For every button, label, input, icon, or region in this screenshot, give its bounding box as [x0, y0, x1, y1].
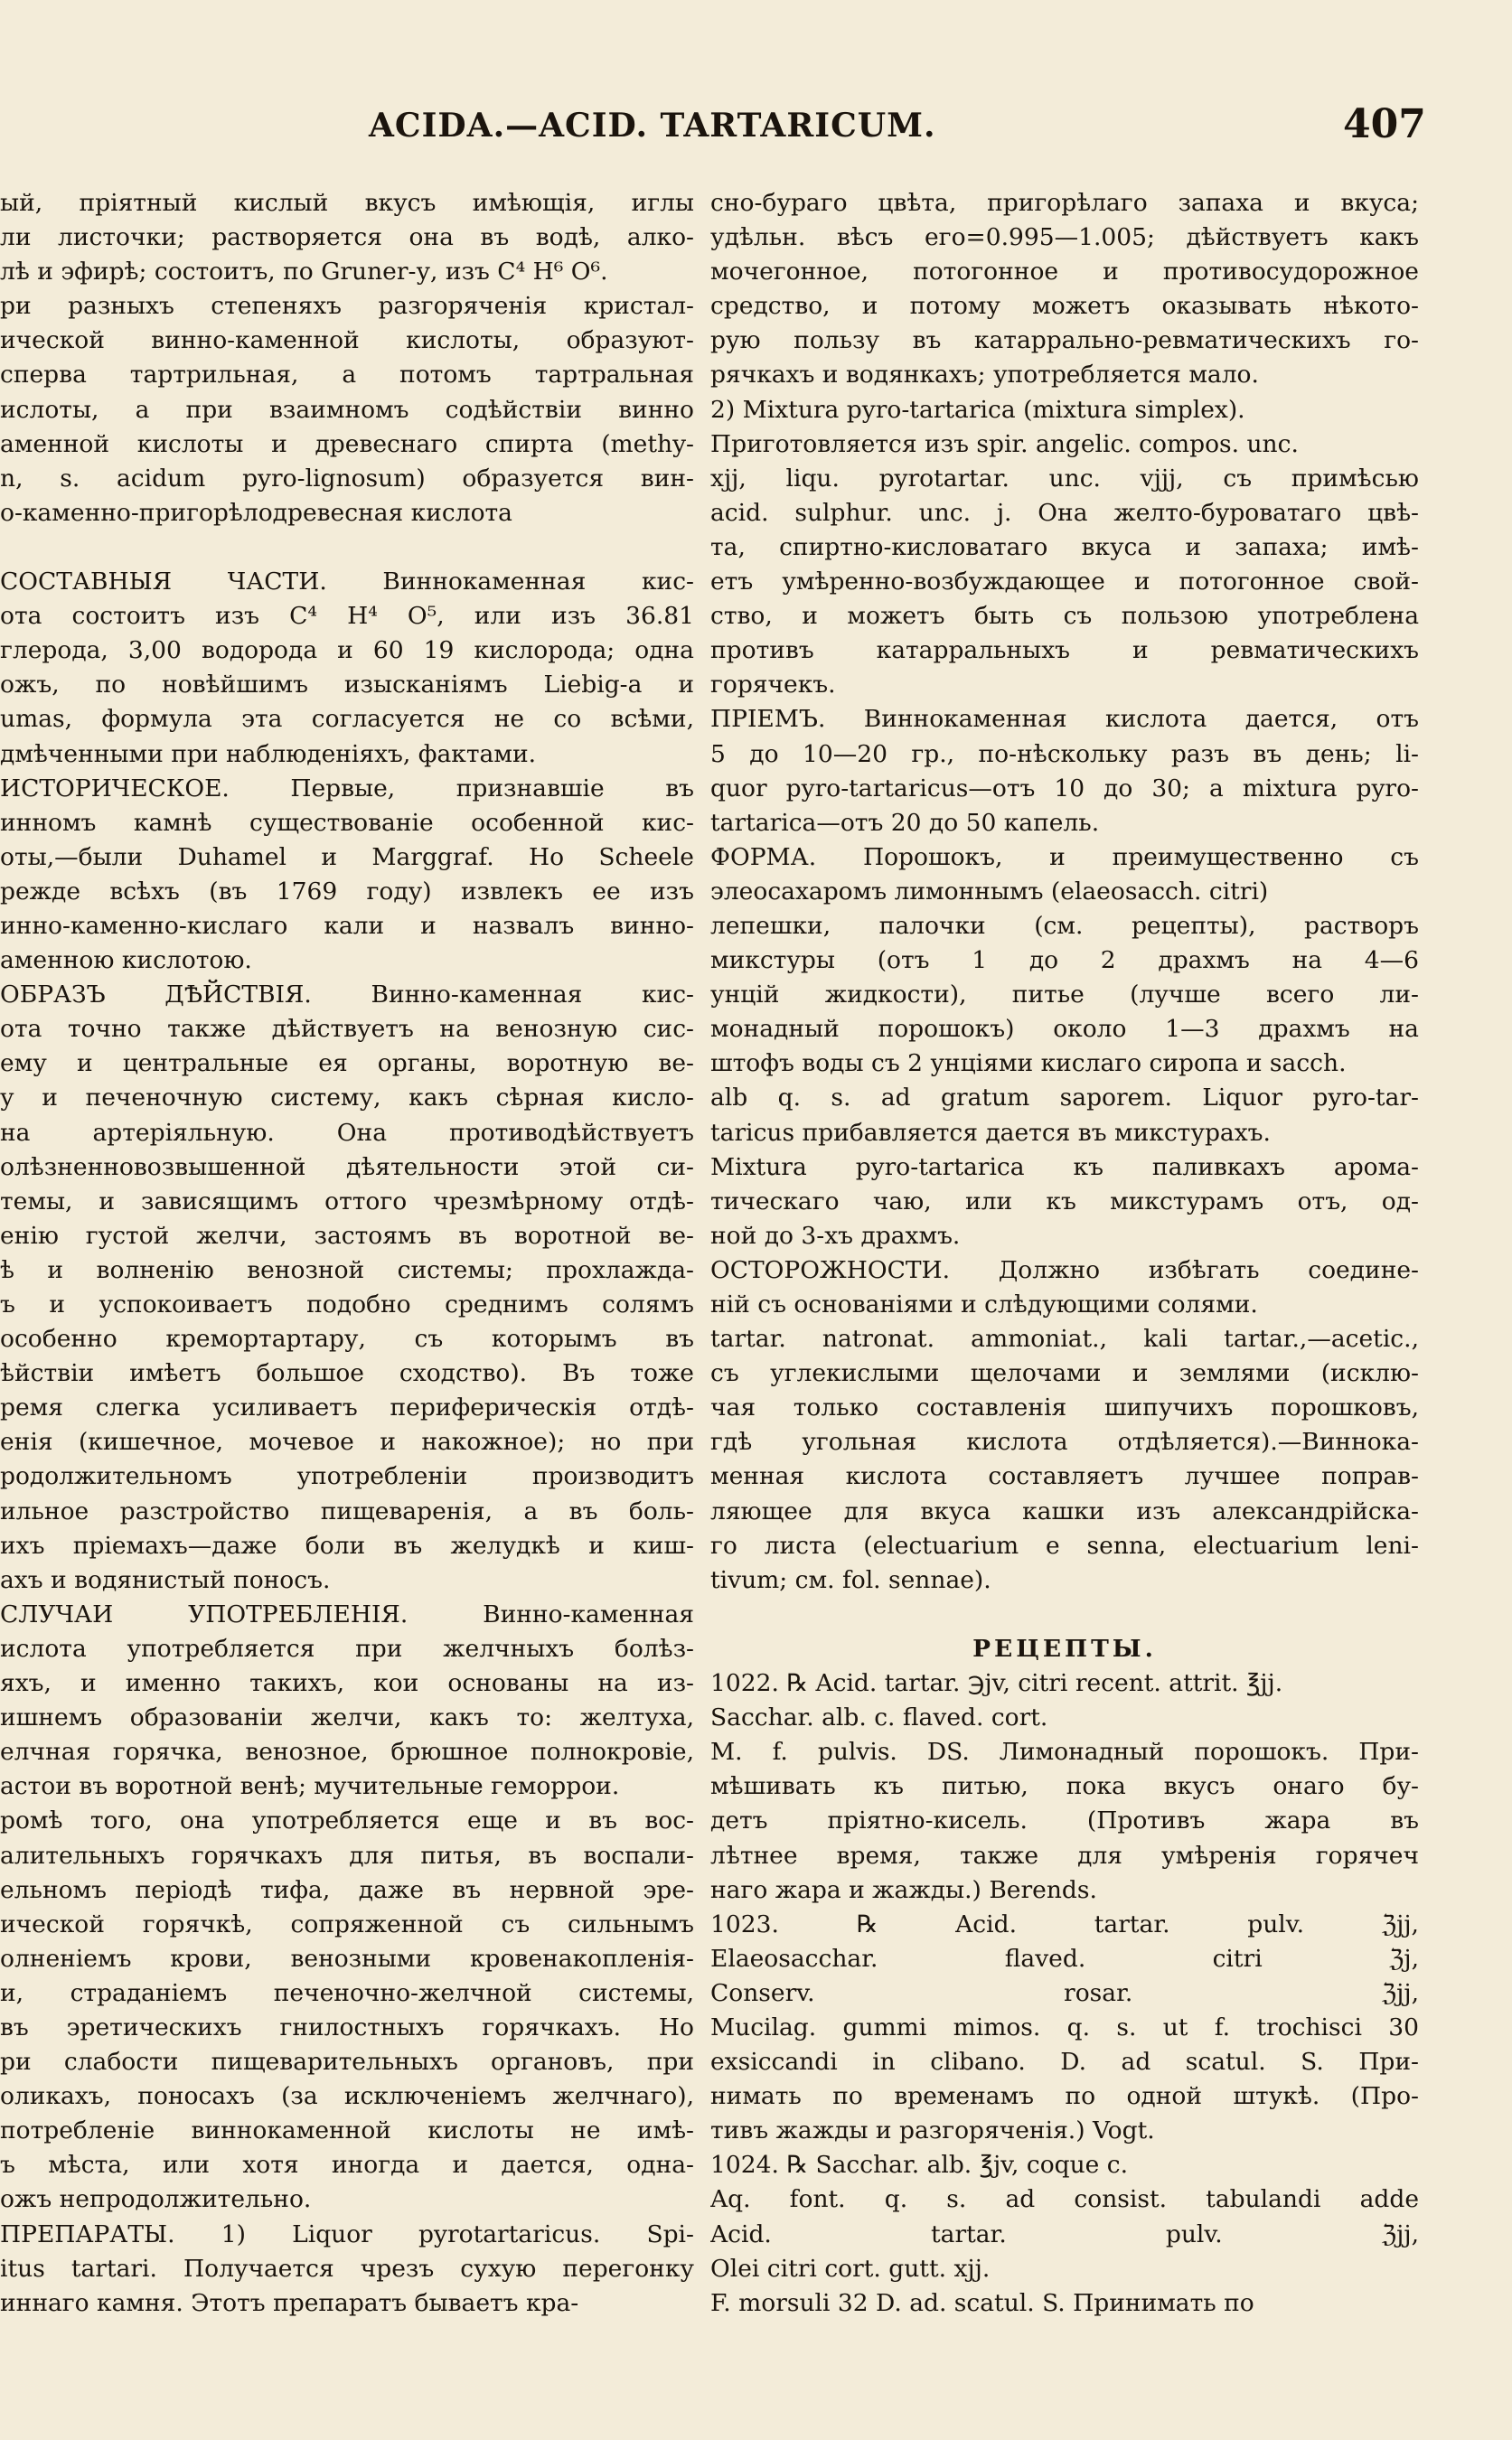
right-column: [710, 186, 1419, 2321]
text-line: микстуры (отъ 1 до 2 драхмъ на 4—6: [710, 946, 1419, 975]
text-line: СОСТАВНЫЯ ЧАСТИ. Виннокаменная кис-: [0, 568, 694, 596]
text-line: унцій жидкости), питье (лучше всего ли-: [710, 981, 1419, 1009]
left-column: [0, 186, 694, 2321]
text-line: Conserv. rosar. ℨjj,: [710, 1978, 1419, 2007]
text-line: tartar. natronat. ammoniat., kali tartar.,—acetic.,: [710, 1325, 1419, 1354]
text-line: tivum; см. fol. sennae).: [710, 1565, 991, 1594]
text-line: средство, и потому можетъ оказывать нѣкото-: [710, 292, 1419, 321]
text-line: Aq. font. q. s. ad consist. tabulandi adde: [710, 2185, 1419, 2214]
text-line: го листа (electuarium e senna, electuarium leni-: [710, 1531, 1419, 1560]
text-line: рую пользу въ катаррально-ревматическихъ го-: [710, 326, 1419, 355]
text-line: горячекъ.: [710, 671, 836, 699]
text-line: ремя слегка усиливаетъ периферическія отдѣ-: [0, 1394, 694, 1422]
text-line: оты,—были Duhamel и Marggraf. Но Scheele: [0, 842, 694, 871]
text-line: ри слабости пищеварительныхъ органовъ, при: [0, 2048, 694, 2077]
text-line: лѣтнее время, также для умѣренія горячеч: [710, 1841, 1419, 1870]
text-line: ній съ основаніями и слѣдующими солями.: [710, 1290, 1258, 1319]
text-line: у и печеночную систему, какъ сѣрная кисло-: [0, 1084, 694, 1112]
text-line: ъ и успокоиваетъ подобно среднимъ солямъ: [0, 1290, 694, 1319]
text-line: чая только составленія шипучихъ порошковъ,: [710, 1394, 1419, 1422]
text-line: acid. sulphur. unc. j. Она желто-буроватаго цвѣ-: [710, 498, 1419, 527]
text-line: аменной кислоты и древеснаго спирта (methy-: [0, 429, 694, 458]
text-line: штофъ воды съ 2 унціями кислаго сиропа и sacch.: [710, 1049, 1347, 1078]
text-line: ОБРАЗЪ ДѢЙСТВІЯ. Винно-каменная кис-: [0, 981, 694, 1009]
text-line: детъ пріятно-кисель. (Противъ жара въ: [710, 1807, 1419, 1835]
text-line: астои въ воротной венѣ; мучительные геморрои.: [0, 1772, 620, 1801]
text-line: ота состоитъ изъ C⁴ H⁴ O⁵, или изъ 36.81: [0, 602, 694, 631]
text-line: противъ катарральныхъ и ревматическихъ: [710, 636, 1419, 665]
text-line: аменною кислотою.: [0, 946, 252, 975]
text-line: taricus прибавляется дается въ микстурахъ.: [710, 1118, 1271, 1147]
text-line: олѣзненновозвышенной дѣятельности этой си-: [0, 1152, 694, 1181]
text-line: иннаго камня. Этотъ препаратъ бываетъ кра-: [0, 2288, 579, 2317]
text-line: Elaeosacchar. flaved. citri ℨj,: [710, 1944, 1419, 1973]
text-line: F. morsuli 32 D. ad. scatul. S. Принимать по: [710, 2288, 1254, 2317]
text-line: ромѣ того, она употребляется еще и въ вос-: [0, 1807, 694, 1835]
text-line: ПРІЕМЪ. Виннокаменная кислота дается, отъ: [710, 705, 1419, 734]
text-line: Sacchar. alb. c. flaved. cort.: [710, 1703, 1048, 1732]
text-line: въ эретическихъ гнилостныхъ горячкахъ. Но: [0, 2013, 694, 2041]
text-line: 1022. ℞ Acid. tartar. ℈jv, citri recent. attrit. ℥jj.: [710, 1669, 1283, 1698]
text-line: енія (кишечное, мочевое и накожное); но при: [0, 1428, 694, 1457]
text-line: ый, пріятный кислый вкусъ имѣющія, иглы: [0, 189, 694, 217]
text-line: quor pyro-tartaricus—отъ 10 до 30; а mixtura pyro-: [710, 774, 1419, 802]
text-line: ической винно-каменной кислоты, образуют-: [0, 326, 694, 355]
text-line: M. f. pulvis. DS. Лимонадный порошокъ. При-: [710, 1738, 1419, 1767]
text-line: 2) Mixtura pyro-tartarica (mixtura simplex).: [710, 395, 1245, 424]
page-number: 407: [1343, 101, 1426, 147]
text-line: ли листочки; растворяется она въ водѣ, алко-: [0, 223, 694, 252]
text-line: та, спиртно-кисловатаго вкуса и запаха; имѣ-: [710, 532, 1419, 561]
text-line: Приготовляется изъ spir. angelic. compos. unc.: [710, 429, 1299, 458]
text-line: ри разныхъ степеняхъ разгоряченія кристал-: [0, 292, 694, 321]
text-line: глерода, 3,00 водорода и 60 19 кислорода; одна: [0, 636, 694, 665]
text-line: родолжительномъ употребленіи производитъ: [0, 1462, 694, 1491]
text-line: монадный порошокъ) около 1—3 драхмъ на: [710, 1015, 1419, 1044]
text-line: 5 до 10—20 гр., по-нѣскольку разъ въ день; li-: [710, 739, 1419, 768]
text-line: ляющее для вкуса кашки изъ александрійска-: [710, 1497, 1419, 1525]
text-line: лѣ и эфирѣ; состоитъ, по Gruner-у, изъ C⁴ H⁶ O⁶.: [0, 258, 608, 286]
text-line: ихъ пріемахъ—даже боли въ желудкѣ и киш-: [0, 1531, 694, 1560]
text-line: ислоты, а при взаимномъ содѣйствіи винно: [0, 395, 694, 424]
text-line: етъ умѣренно-возбуждающее и потогонное свой-: [710, 568, 1419, 596]
text-line: ПРЕПАРАТЫ. 1) Liquor pyrotartaricus. Spi-: [0, 2219, 694, 2248]
text-line: мочегонное, потогонное и противосудорожное: [710, 258, 1419, 286]
text-line: Acid. tartar. pulv. ℨjj,: [710, 2219, 1419, 2248]
text-line: на артеріяльную. Она противодѣйствуетъ: [0, 1118, 694, 1147]
text-line: мѣшивать къ питью, пока вкусъ онаго бу-: [710, 1772, 1419, 1801]
text-line: ему и центральные ея органы, воротную ве-: [0, 1049, 694, 1078]
text-line: [710, 1598, 1419, 1632]
text-line: инно-каменно-кислаго кали и назвалъ винно-: [0, 911, 694, 940]
text-line: темы, и зависящимъ оттого чрезмѣрному отдѣ-: [0, 1187, 694, 1215]
text-line: ѣйствіи имѣетъ большое сходство). Въ тоже: [0, 1359, 694, 1388]
text-line: алительныхъ горячкахъ для питья, въ воспали-: [0, 1841, 694, 1870]
text-line: ство, и можетъ быть съ пользою употреблена: [710, 602, 1419, 631]
text-line: яхъ, и именно такихъ, кои основаны на из-: [0, 1669, 694, 1698]
text-line: режде всѣхъ (въ 1769 году) извлекъ ее изъ: [0, 877, 694, 906]
text-line: n, s. acidum pyro-lignosum) образуется вин-: [0, 464, 694, 493]
text-line: Mixtura pyro-tartarica къ паливкахъ арома-: [710, 1152, 1419, 1181]
text-line: олненіемъ крови, венозными кровенакопленія-: [0, 1944, 694, 1973]
text-line: tartarica—отъ 20 до 50 капель.: [710, 808, 1100, 837]
text-line: нимать по временамъ по одной штукѣ. (Про-: [710, 2082, 1419, 2111]
text-line: РЕЦЕПТЫ.: [972, 1634, 1157, 1663]
text-line: ислота употребляется при желчныхъ болѣз-: [0, 1634, 694, 1663]
text-line: о-каменно-пригорѣлодревесная кислота: [0, 498, 512, 527]
text-line: Olei citri cort. gutt. xjj.: [710, 2254, 991, 2283]
text-line: ОСТОРОЖНОСТИ. Должно избѣгать соедине-: [710, 1255, 1419, 1284]
text-line: 1023. ℞ Acid. tartar. pulv. ℨjj,: [710, 1910, 1419, 1938]
text-line: сперва тартрильная, а потомъ тартральная: [0, 361, 694, 389]
text-line: ильное разстройство пищеваренія, а въ боль-: [0, 1497, 694, 1525]
text-line: Mucilag. gummi mimos. q. s. ut f. trochisci 30: [710, 2013, 1419, 2041]
text-line: exsiccandi in clibano. D. ad scatul. S. При-: [710, 2048, 1419, 2077]
text-line: umas, формула эта согласуется не со всѣми,: [0, 705, 694, 734]
page-header: [0, 101, 1512, 155]
text-line: сно-бураго цвѣта, пригорѣлаго запаха и вкуса;: [710, 189, 1419, 217]
text-line: ФОРМА. Порошокъ, и преимущественно съ: [710, 842, 1419, 871]
text-line: и, страданіемъ печеночно-желчной системы,: [0, 1978, 694, 2007]
text-line: ельномъ періодѣ тифа, даже въ нервной эре-: [0, 1875, 694, 1904]
text-line: ной до 3-хъ драхмъ.: [710, 1221, 961, 1250]
text-line: элеосахаромъ лимоннымъ (elaeosacch. citri): [710, 877, 1269, 906]
text-line: ической горячкѣ, сопряженной съ сильнымъ: [0, 1910, 694, 1938]
text-line: ъ мѣста, или хотя иногда и дается, одна-: [0, 2151, 694, 2180]
running-head: ACIDA.—ACID. TARTARICUM.: [369, 107, 936, 145]
text-line: ИСТОРИЧЕСКОЕ. Первые, признавшіе въ: [0, 774, 694, 802]
text-line: ахъ и водянистый поносъ.: [0, 1565, 331, 1594]
text-line: ишнемъ образованіи желчи, какъ то: желтуха,: [0, 1703, 694, 1732]
text-line: удѣльн. вѣсъ его=0.995—1.005; дѣйствуетъ какъ: [710, 223, 1419, 252]
text-line: енію густой желчи, застоямъ въ воротной ве-: [0, 1221, 694, 1250]
text-line: особенно кремортартару, съ которымъ въ: [0, 1325, 694, 1354]
text-line: itus tartari. Получается чрезъ сухую перегонку: [0, 2254, 694, 2283]
text-line: ѣ и волненію венозной системы; прохлажда-: [0, 1255, 694, 1284]
text-line: тическаго чаю, или къ микстурамъ отъ, од-: [710, 1187, 1419, 1215]
text-line: 1024. ℞ Sacchar. alb. ℥jv, coque c.: [710, 2151, 1129, 2180]
text-line: менная кислота составляетъ лучшее поправ-: [710, 1462, 1419, 1491]
text-line: елчная горячка, венозное, брюшное полнокровіе,: [0, 1738, 694, 1767]
text-line: [0, 530, 694, 565]
text-line: ожъ, по новѣйшимъ изысканіямъ Liebig-а и: [0, 671, 694, 699]
text-line: СЛУЧАИ УПОТРЕБЛЕНІЯ. Винно-каменная: [0, 1600, 694, 1628]
text-line: тивъ жажды и разгоряченія.) Vogt.: [710, 2116, 1155, 2145]
text-line: дмѣченными при наблюденіяхъ, фактами.: [0, 739, 537, 768]
text-line: ота точно также дѣйствуетъ на венозную сис-: [0, 1015, 694, 1044]
text-line: потребленіе виннокаменной кислоты не имѣ-: [0, 2116, 694, 2145]
text-line: съ углекислыми щелочами и землями (исклю-: [710, 1359, 1419, 1388]
text-line: рячкахъ и водянкахъ; употребляется мало.: [710, 361, 1259, 389]
text-line: xjj, liqu. pyrotartar. unc. vjjj, съ примѣсью: [710, 464, 1419, 493]
text-line: alb q. s. ad gratum saporem. Liquor pyro-tar-: [710, 1084, 1419, 1112]
text-line: лепешки, палочки (см. рецепты), растворъ: [710, 911, 1419, 940]
text-line: инномъ камнѣ существованіе особенной кис-: [0, 808, 694, 837]
text-line: гдѣ угольная кислота отдѣляется).—Виннока-: [710, 1428, 1419, 1457]
text-line: ожъ непродолжительно.: [0, 2185, 312, 2214]
text-line: наго жара и жажды.) Berends.: [710, 1875, 1097, 1904]
text-line: оликахъ, поносахъ (за исключеніемъ желчнаго),: [0, 2082, 694, 2111]
